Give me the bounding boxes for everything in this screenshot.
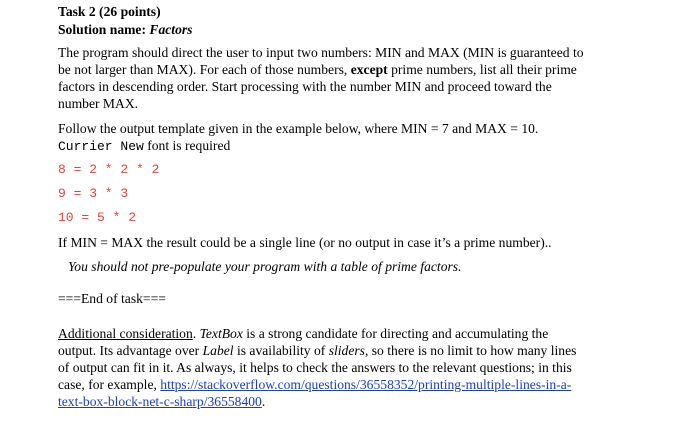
font-name: Currier New xyxy=(58,139,144,154)
para3-line1: If MIN = MAX the result could be a single line (or no output in case it’s a prime number).. xyxy=(58,235,552,250)
additional-line1 xyxy=(58,325,548,342)
para2-line1: Follow the output template given in the example below, where MIN = 7 and MAX = 10. xyxy=(58,121,539,136)
additional-line2-end: , so there is no limit to how many lines xyxy=(364,343,577,358)
solution-name: Factors xyxy=(149,22,193,37)
additional-sep: . xyxy=(192,326,200,341)
solution-name-line xyxy=(58,21,192,38)
except-word: except xyxy=(350,62,388,77)
additional-line2-start: output. Its advantage over xyxy=(58,343,203,358)
additional-line4-start: case, for example, xyxy=(58,377,161,392)
stackoverflow-link-continued[interactable]: text-box-block-net-c-sharp/36558400 xyxy=(58,394,262,409)
end-of-task-marker: ===End of task=== xyxy=(58,291,166,306)
additional-line5-end: . xyxy=(261,394,266,409)
para1-line2 xyxy=(58,61,577,78)
additional-line1-rest: is a strong candidate for directing and accumulating the xyxy=(242,326,549,341)
para1-line1: The program should direct the user to input two numbers: MIN and MAX (MIN is guaranteed to xyxy=(58,45,584,60)
example-line: 9 = 3 * 3 xyxy=(58,186,129,201)
additional-line5 xyxy=(58,393,265,410)
example-line: 8 = 2 * 2 * 2 xyxy=(58,162,160,177)
additional-heading: Additional consideration xyxy=(58,326,193,341)
para1-line3: factors in descending order. Start processing with the number MIN and proceed toward the xyxy=(58,79,552,94)
font-requirement xyxy=(58,137,230,155)
additional-line2-mid: is availability of xyxy=(233,343,329,358)
para3-line2: You should not pre-populate your program with a table of prime factors. xyxy=(68,259,462,274)
additional-line2 xyxy=(58,342,576,359)
additional-line4 xyxy=(58,376,571,393)
para1-line2-start: be not larger than MAX). For each of those numbers, xyxy=(58,62,351,77)
para1-line4: number MAX. xyxy=(58,96,139,111)
example-line: 10 = 5 * 2 xyxy=(58,210,137,225)
font-requirement-rest: font is required xyxy=(143,138,231,153)
stackoverflow-link[interactable]: https://stackoverflow.com/questions/36558352/printing-multiple-lines-in-a- xyxy=(160,377,572,392)
solution-label: Solution name: xyxy=(58,22,150,37)
label-term: Label xyxy=(202,343,234,358)
sliders-term: sliders xyxy=(328,343,365,358)
task-title: Task 2 (26 points) xyxy=(58,4,161,19)
para1-line2-rest: prime numbers, list all their prime xyxy=(387,62,577,77)
additional-line3: of output can fit in it. As always, it helps to check the answers to the relevant questions; in this xyxy=(58,360,572,375)
textbox-term: TextBox xyxy=(199,326,243,341)
